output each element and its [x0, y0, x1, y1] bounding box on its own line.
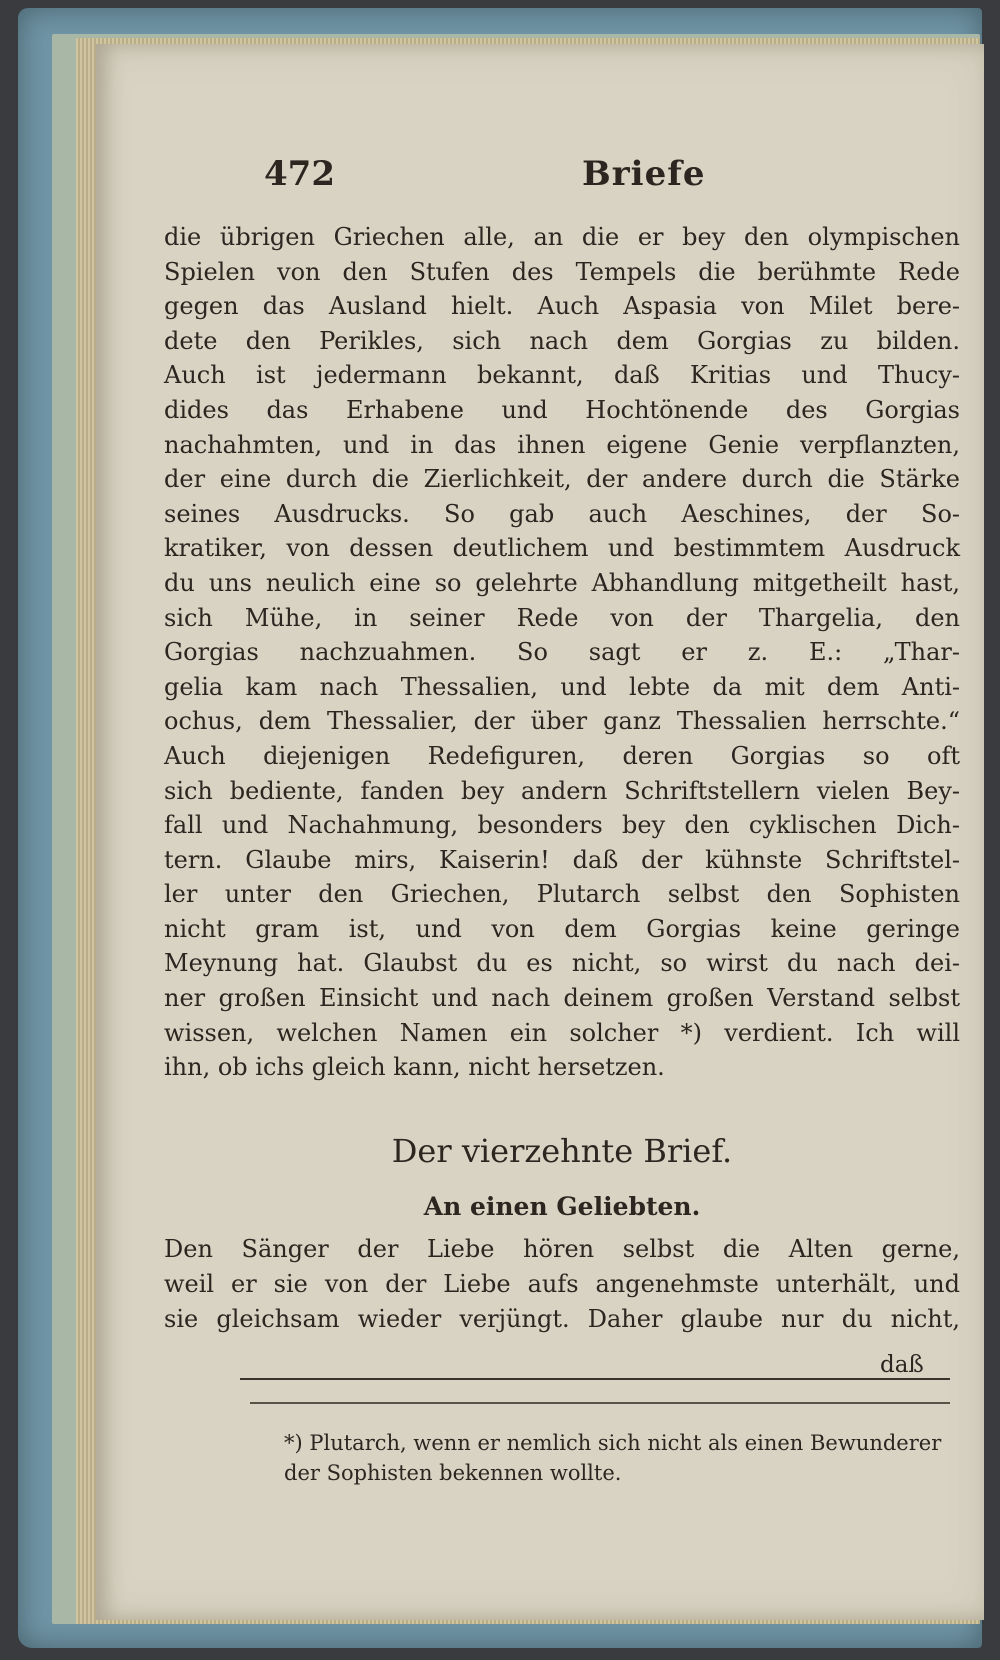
footnote [284, 1428, 954, 1488]
new-letter-body-text [164, 1232, 960, 1337]
text-line: du uns neulich eine so gelehrte Abhandlung mitgetheilt hast, [164, 568, 960, 597]
text-line: Gorgias nachzuahmen. So sagt er z. E.: „Thar- [164, 638, 960, 667]
running-title: Briefe [582, 154, 706, 194]
text-line: nicht gram ist, und von dem Gorgias keine geringe [164, 914, 960, 943]
page-header [264, 154, 964, 198]
text-line: ler unter den Griechen, Plutarch selbst den Sophisten [164, 880, 960, 909]
text-line: sich bediente, fanden bey andern Schriftstellern vielen Bey- [164, 776, 960, 805]
letter-body-text [164, 220, 960, 1085]
text-line: dete den Perikles, sich nach dem Gorgias zu bilden. [164, 326, 960, 355]
footnote-rule [240, 1378, 950, 1380]
text-line: sie gleichsam wieder verjüngt. Daher glaube nur du nicht, [164, 1305, 960, 1333]
text-line: Meynung hat. Glaubst du es nicht, so wirst du nach dei- [164, 949, 960, 978]
text-line: ihn, ob ichs gleich kann, nicht hersetzen. [164, 1053, 665, 1082]
text-line: Spielen von den Stufen des Tempels die berühmte Rede [164, 257, 960, 286]
text-line: ochus, dem Thessalier, der über ganz Thessalien herrschte.“ [164, 707, 960, 736]
text-line: der eine durch die Zierlichkeit, der andere durch die Stärke [164, 465, 960, 494]
text-line: kratiker, von dessen deutlichem und bestimmtem Ausdruck [164, 534, 960, 563]
text-line: die übrigen Griechen alle, an die er bey den olympischen [164, 223, 960, 251]
page-number: 472 [264, 154, 335, 194]
text-line: tern. Glaube mirs, Kaiserin! daß der kühnste Schriftstel- [164, 845, 960, 874]
text-line: weil er sie von der Liebe aufs angenehmste unterhält, und [164, 1270, 960, 1298]
text-line: *) Plutarch, wenn er nemlich sich nicht als einen Bewunderer [284, 1431, 942, 1455]
text-line: Auch diejenigen Redefiguren, deren Gorgias so oft [164, 741, 960, 770]
text-line: ner großen Einsicht und nach deinem großen Verstand selbst [164, 984, 960, 1013]
text-line: sich Mühe, in seiner Rede von der Thargelia, den [164, 603, 960, 632]
text-line: nachahmten, und in das ihnen eigene Genie verpflanzten, [164, 430, 960, 459]
letter-subheading: An einen Geliebten. [423, 1192, 701, 1221]
text-line: der Sophisten bekennen wollte. [284, 1461, 622, 1485]
text-line: Auch ist jedermann bekannt, daß Kritias und Thucy- [164, 361, 960, 390]
letter-heading: Der vierzehnte Brief. [391, 1132, 733, 1170]
text-line: gegen das Ausland hielt. Auch Aspasia von Milet bere- [164, 292, 960, 321]
text-line: gelia kam nach Thessalien, und lebte da mit dem Anti- [164, 672, 960, 701]
text-line: seines Ausdrucks. So gab auch Aeschines, der So- [164, 499, 960, 528]
text-line: wissen, welchen Namen ein solcher *) verdient. Ich will [164, 1018, 960, 1047]
catchword: daß [880, 1352, 924, 1378]
text-line: fall und Nachahmung, besonders bey den cyklischen Dich- [164, 811, 960, 840]
footnote-rule-thin [250, 1402, 950, 1404]
text-line: Den Sänger der Liebe hören selbst die Alten gerne, [164, 1235, 960, 1263]
text-line: dides das Erhabene und Hochtönende des Gorgias [164, 395, 960, 424]
